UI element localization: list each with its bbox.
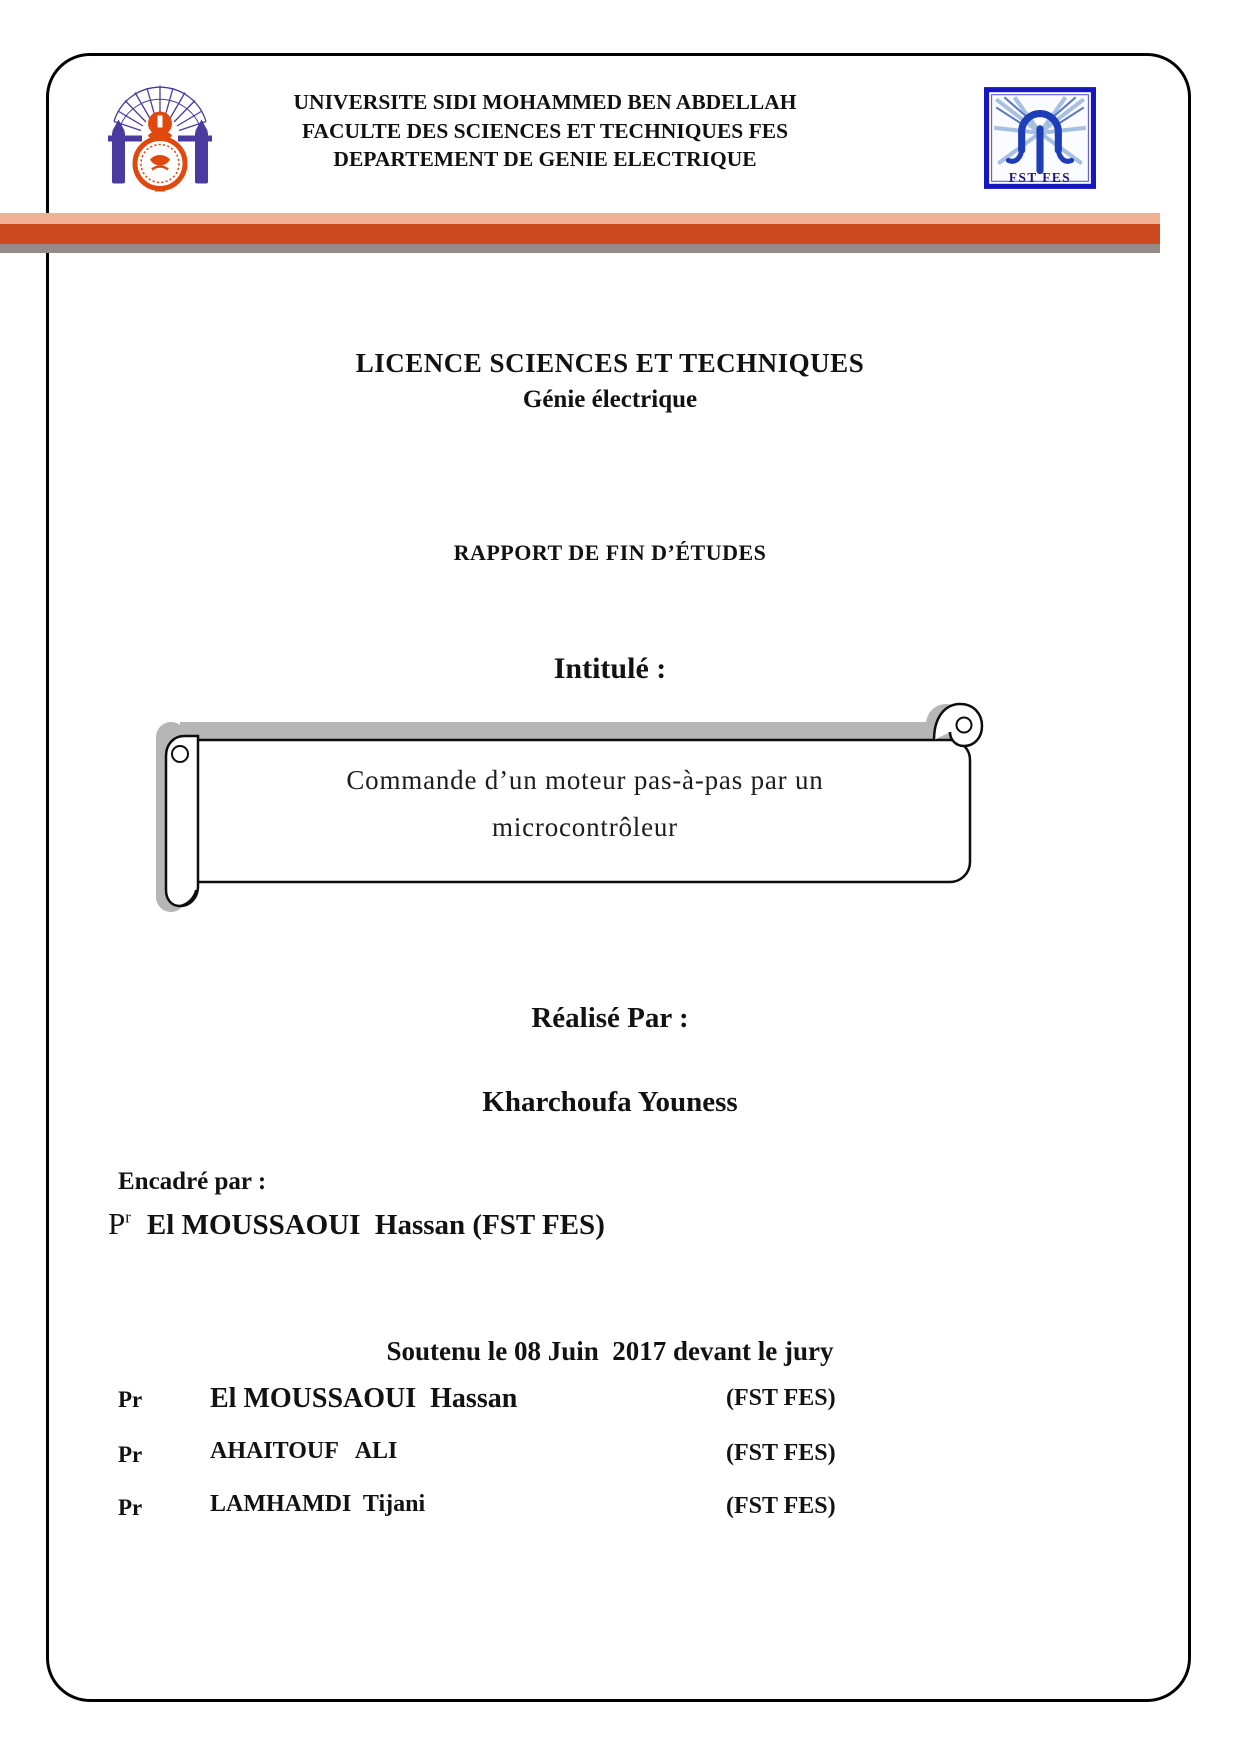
emblem-central-seal xyxy=(135,112,185,192)
title-label: Intitulé : xyxy=(553,652,667,685)
report-type: RAPPORT DE FIN D’ÉTUDES xyxy=(453,540,767,565)
supervisor-prefix-sup: r xyxy=(125,1207,131,1227)
jury-row xyxy=(118,1383,1108,1425)
header-band-salmon xyxy=(0,213,1160,224)
department-name: DEPARTEMENT DE GENIE ELECTRIQUE xyxy=(333,147,757,171)
author-label: Réalisé Par : xyxy=(531,1002,689,1034)
jury-title: Pr xyxy=(118,1495,143,1520)
jury-affiliation: (FST FES) xyxy=(726,1385,836,1411)
header-band-orange xyxy=(0,224,1160,244)
supervisor-name: El MOUSSAOUI Hassan (FST FES) xyxy=(146,1209,605,1241)
supervisor-label: Encadré par : xyxy=(118,1168,267,1195)
faculty-name: FACULTE DES SCIENCES ET TECHNIQUES FES xyxy=(301,118,789,143)
university-name: UNIVERSITE SIDI MOHAMMED BEN ABDELLAH xyxy=(293,90,797,114)
report-title-line2: microcontrôleur xyxy=(492,812,678,842)
defense-statement: Soutenu le 08 Juin 2017 devant le jury xyxy=(386,1336,834,1366)
jury-name: El MOUSSAOUI Hassan xyxy=(210,1383,518,1414)
jury-title: Pr xyxy=(118,1387,143,1412)
supervisor-line xyxy=(108,1206,605,1242)
program-title: LICENCE SCIENCES ET TECHNIQUES xyxy=(355,348,865,378)
report-title-line1: Commande d’un moteur pas-à-pas par un xyxy=(346,765,824,795)
jury-affiliation: (FST FES) xyxy=(726,1493,836,1519)
logo-caption: FST FES xyxy=(1008,169,1072,185)
jury-title: Pr xyxy=(118,1442,143,1467)
institution-header xyxy=(250,88,840,174)
specialty-title: Génie électrique xyxy=(522,386,698,413)
university-emblem-logo xyxy=(100,78,220,196)
jury-row xyxy=(118,1491,1108,1533)
jury-affiliation: (FST FES) xyxy=(726,1440,836,1466)
author-name: Kharchoufa Youness xyxy=(482,1086,738,1118)
jury-name: AHAITOUF ALI xyxy=(210,1438,398,1464)
jury-name: LAMHAMDI Tijani xyxy=(210,1491,426,1517)
report-title xyxy=(195,757,975,851)
fst-fes-logo xyxy=(984,87,1096,189)
header-band-gray xyxy=(0,244,1160,253)
jury-row xyxy=(118,1438,1108,1480)
scroll-left-roll xyxy=(166,736,198,906)
supervisor-prefix: P xyxy=(108,1206,126,1241)
